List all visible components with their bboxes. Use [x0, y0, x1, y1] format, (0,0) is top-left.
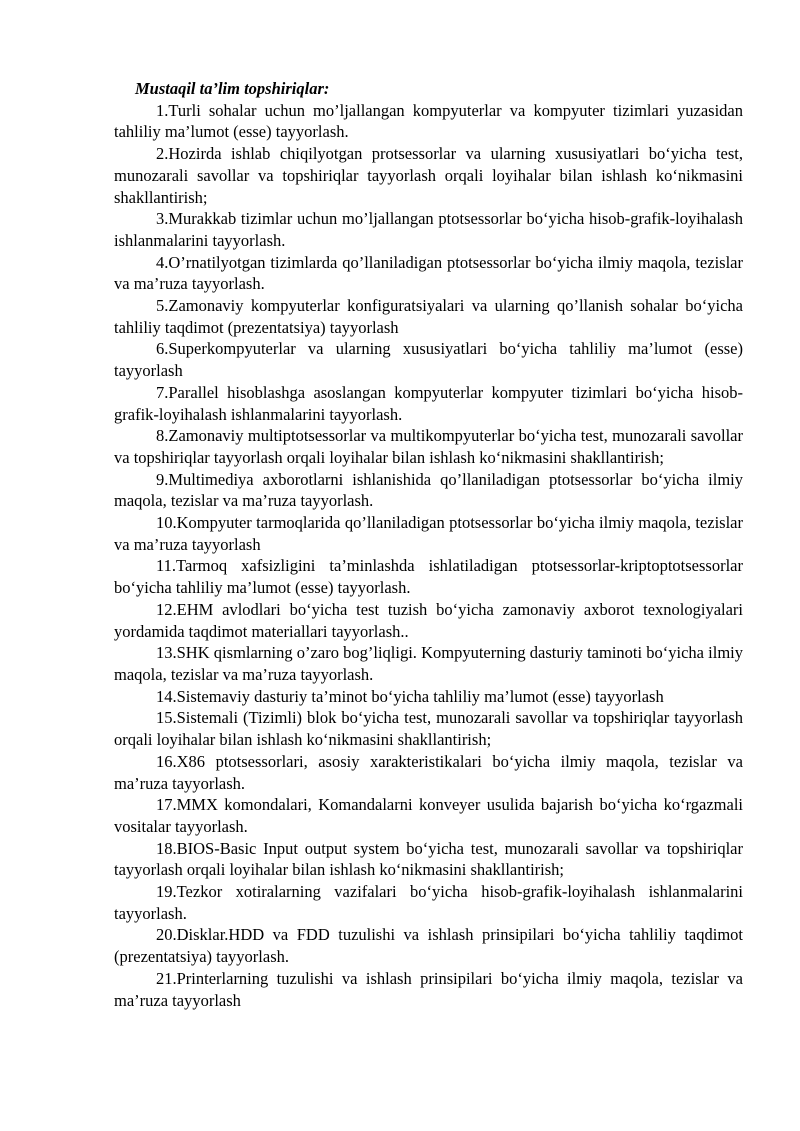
task-number: 1.	[156, 100, 169, 120]
task-text: Sistemali (Tizimli) blok bo‘yicha test, munozarali savollar va topshiriqlar tayyorlash orqali loyihalar bilan ishlash ko‘nikmasini shakllantirish;	[114, 708, 743, 750]
task-text: Turli sohalar uchun mo’ljallangan kompyuterlar va kompyuter tizimlari yuzasidan tahliliy ma’lumot (esse) tayyorlash.	[114, 100, 743, 142]
task-item	[114, 838, 743, 881]
task-text: BIOS-Basic Input output system bo‘yicha test, munozarali savollar va topshiriqlar tayyorlash orqali loyihalar bilan ishlash ko‘nikmasini shakllantirish;	[114, 838, 743, 880]
task-item	[114, 425, 743, 468]
task-number: 6.	[156, 339, 169, 359]
task-item	[114, 794, 743, 837]
task-text: Kompyuter tarmoqlarida qo’llaniladigan ptotsessorlar bo‘yicha ilmiy maqola, tezislar va ma’ruza tayyorlash	[114, 513, 743, 554]
task-text: Printerlarning tuzulishi va ishlash prinsipilari bo‘yicha ilmiy maqola, tezislar va ma’ruza tayyorlash	[114, 968, 743, 1010]
task-item	[114, 751, 743, 794]
task-item	[114, 143, 743, 208]
task-text: Tarmoq xafsizligini ta’minlashda ishlatiladigan ptotsessorlar-kriptoptotsessorlar bo‘yicha tahliliy ma’lumot (esse) tayyorlash.	[114, 556, 743, 598]
task-number: 15.	[156, 708, 177, 728]
task-number: 5.	[156, 296, 169, 316]
task-number: 9.	[156, 469, 169, 489]
task-number: 17.	[156, 795, 177, 815]
task-item	[114, 512, 743, 555]
task-number: 8.	[156, 426, 169, 446]
task-text: Zamonaviy multiptotsessorlar va multikompyuterlar bo‘yicha test, munozarali savollar va topshiriqlar tayyorlash orqali loyihalar bilan ishlash ko‘nikmasini shakllantirish;	[114, 426, 743, 467]
task-number: 20.	[156, 925, 177, 945]
task-number: 18.	[156, 838, 177, 858]
task-item	[114, 382, 743, 425]
task-item	[114, 555, 743, 598]
task-item	[114, 469, 743, 512]
task-number: 7.	[156, 382, 169, 402]
task-number: 2.	[156, 144, 169, 164]
task-item	[114, 968, 743, 1011]
task-item	[114, 642, 743, 685]
task-number: 4.	[156, 252, 169, 272]
task-text: Tezkor xotiralarning vazifalari bo‘yicha hisob-grafik-loyihalash ishlanmalarini tayyorlash.	[114, 882, 743, 923]
task-number: 13.	[156, 643, 177, 663]
task-number: 16.	[156, 751, 177, 771]
task-text: Murakkab tizimlar uchun mo’ljallangan ptotsessorlar bo‘yicha hisob-grafik-loyihalash ishlanmalarini tayyorlash.	[114, 209, 743, 250]
task-text: Zamonaviy kompyuterlar konfiguratsiyalari va ularning qo’llanish sohalar bo‘yicha tahliliy taqdimot (prezentatsiya) tayyorlash	[114, 296, 743, 337]
task-text: EHM avlodlari bo‘yicha test tuzish bo‘yicha zamonaviy axborot texnologiyalari yordamida taqdimot materiallari tayyorlash..	[114, 599, 743, 641]
section-heading: Mustaqil ta’lim topshiriqlar:	[135, 79, 330, 98]
task-text: Disklar.HDD va FDD tuzulishi va ishlash prinsipilari bo‘yicha tahliliy taqdimot (prezentatsiya) tayyorlash.	[114, 925, 743, 967]
task-item	[114, 686, 743, 708]
task-text: SHK qismlarning o’zaro bog’liqligi. Kompyuterning dasturiy taminoti bo‘yicha ilmiy maqola, tezislar va ma’ruza tayyorlash.	[114, 643, 743, 684]
task-number: 14.	[156, 686, 177, 706]
document-page	[114, 78, 743, 1011]
task-text: Parallel hisoblashga asoslangan kompyuterlar kompyuter tizimlari bo‘yicha hisob-grafik-loyihalash ishlanmalarini tayyorlash.	[114, 382, 743, 424]
task-text: Hozirda ishlab chiqilyotgan protsessorlar va ularning xususiyatlari bo‘yicha test, munozarali savollar va topshiriqlar tayyorlash orqali loyihalar bilan ishlash ko‘nikmasini shakllantirish;	[114, 144, 743, 207]
task-item	[114, 295, 743, 338]
task-list	[114, 100, 743, 1012]
task-text: Sistemaviy dasturiy ta’minot bo‘yicha tahliliy ma’lumot (esse) tayyorlash	[176, 686, 664, 706]
task-number: 12.	[156, 599, 177, 619]
task-number: 21.	[156, 968, 177, 988]
task-number: 3.	[156, 209, 169, 229]
task-item	[114, 707, 743, 750]
task-number: 11.	[156, 556, 177, 576]
task-item	[114, 252, 743, 295]
task-item	[114, 100, 743, 143]
task-text: MMX komondalari, Komandalarni konveyer usulida bajarish bo‘yicha ko‘rgazmali vositalar tayyorlash.	[114, 795, 743, 836]
task-text: Superkompyuterlar va ularning xususiyatlari bo‘yicha tahliliy ma’lumot (esse) tayyorlash	[114, 339, 743, 381]
task-text: X86 ptotsessorlari, asosiy xarakteristikalari bo‘yicha ilmiy maqola, tezislar va ma’ruza tayyorlash.	[114, 751, 743, 793]
task-item	[114, 881, 743, 924]
task-number: 10.	[156, 513, 177, 533]
task-item	[114, 208, 743, 251]
task-item	[114, 338, 743, 381]
task-item	[114, 924, 743, 967]
task-item	[114, 599, 743, 642]
task-number: 19.	[156, 882, 177, 902]
task-text: O’rnatilyotgan tizimlarda qo’llaniladigan ptotsessorlar bo‘yicha ilmiy maqola, tezislar va ma’ruza tayyorlash.	[114, 252, 743, 294]
task-text: Multimediya axborotlarni ishlanishida qo’llaniladigan ptotsessorlar bo‘yicha ilmiy maqola, tezislar va ma’ruza tayyorlash.	[114, 469, 743, 511]
